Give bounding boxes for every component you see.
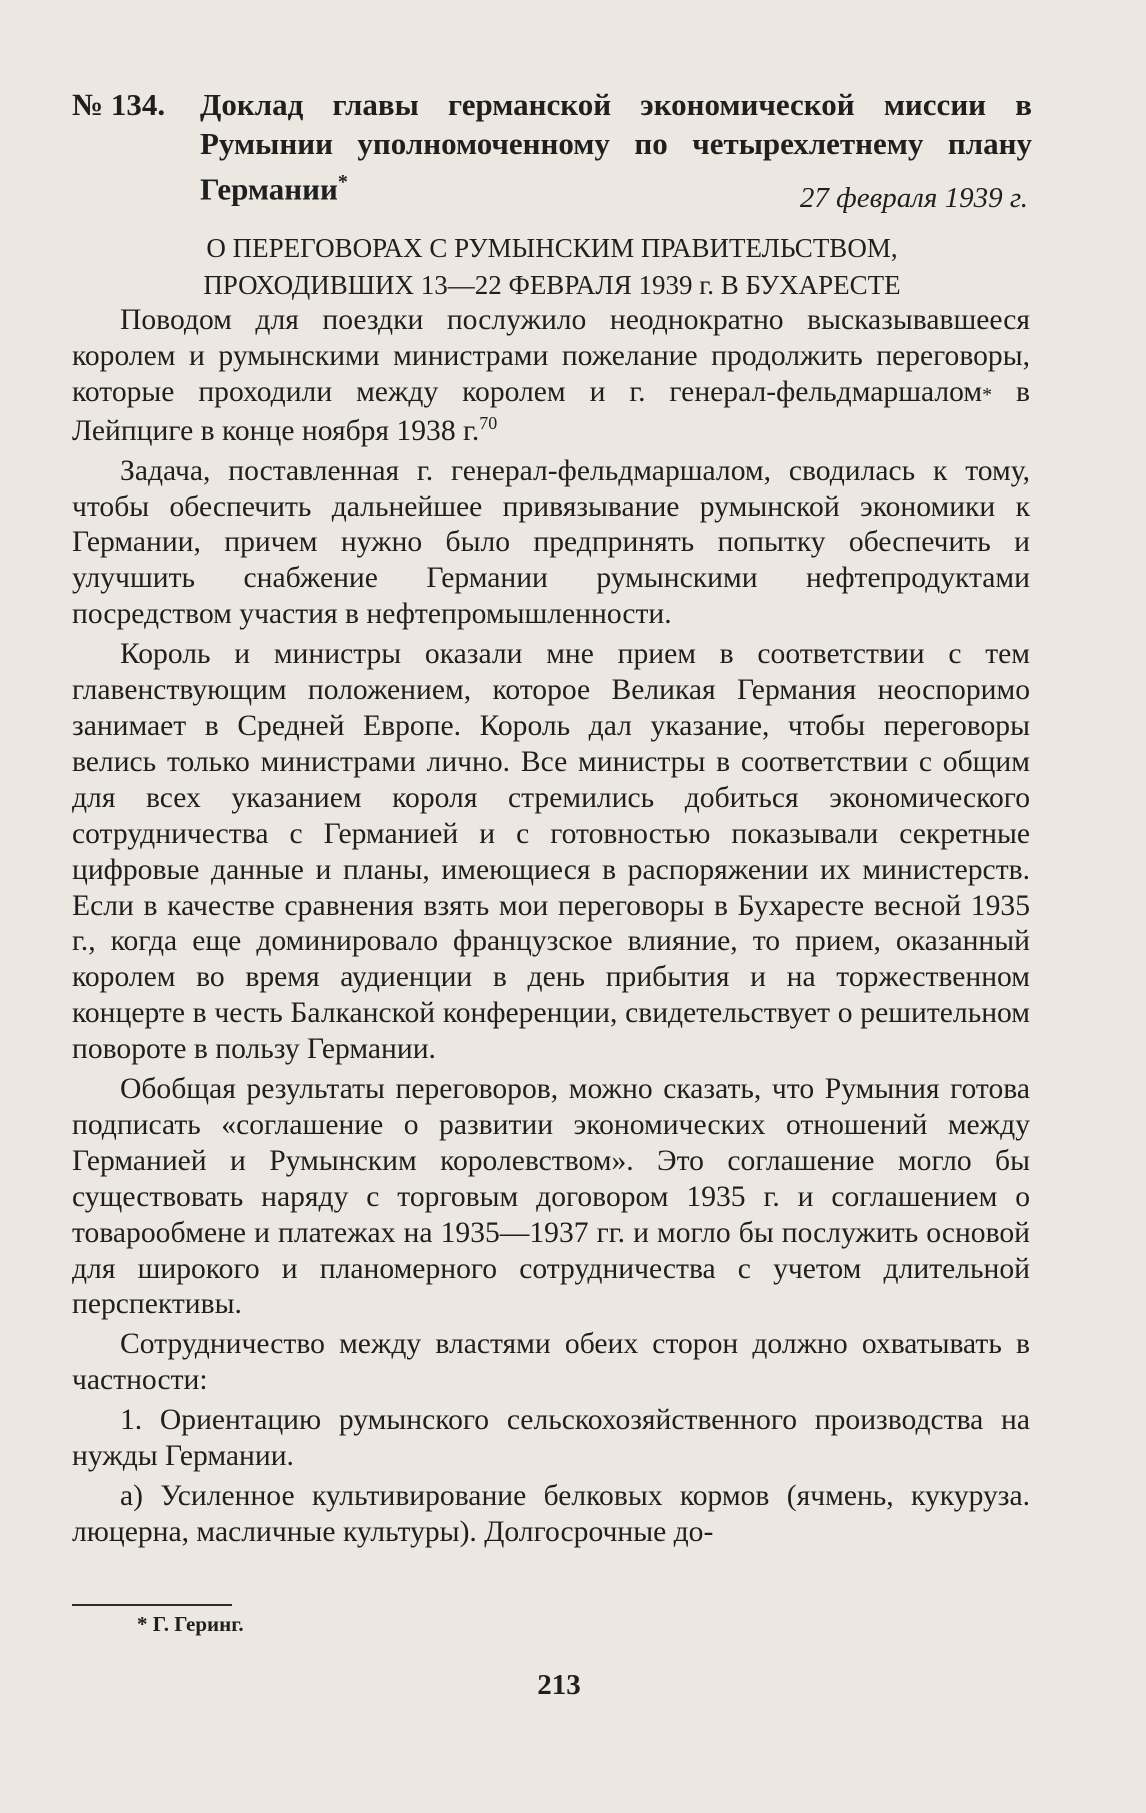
paragraph-6: 1. Ориентацию румынского сельскохозяйственного производства на нужды Германии. [72,1404,1030,1473]
paragraph-2: Задача, поставленная г. генерал-фельдмаршалом, сводилась к тому, чтобы обеспечить дальнейшее привязывание румынской экономики к Германии, причем нужно было предпринять попытку обеспечить и улучшить снабжение Германии румынскими нефтепродуктами посредством участия в нефтепромышленности. [72,454,1030,631]
footnote-divider [72,1604,232,1606]
subtitle-line: О ПЕРЕГОВОРАХ С РУМЫНСКИМ ПРАВИТЕЛЬСТВОМ, [206,233,898,263]
body-text [72,303,1030,1555]
paragraph-4: Обобщая результаты переговоров, можно сказать, что Румыния готова подписать «соглашение о развитии экономических отношений между Германией и Румынским королевством». Это соглашение могло бы существовать наряду с торговым договором 1935 г. и соглашением о товарообмене и платежах на 1935—1937 гг. и могло бы послужить основой для широкого и планомерного сотрудничества с учетом длительной перспективы. [72,1073,1030,1321]
footnote: * Г. Геринг. [137,1612,244,1636]
document-date: 27 февраля 1939 г. [799,182,1028,214]
paragraph-1 [72,303,1030,450]
title-footnote-marker: * [337,171,348,193]
footnote-marker: * [982,383,993,406]
document-title: Доклад главы германской экономической миссии в Румынии уполномоченному по четырехлетнему плану Германии [200,87,1032,207]
paragraph-3: Король и министры оказали мне прием в соответствии с тем главенствующим положением, которое Великая Германия неоспоримо занимает в Средней Европе. Король дал указание, чтобы переговоры велись только министрами лично. Все министры в соответствии с общим для всех указанием короля стремились добиться экономического сотрудничества с Германией и с готовностью показывали секретные цифровые данные и планы, имеющиеся в распоряжении их министерств. Если в качестве сравнения взять мои переговоры в Бухаресте весной 1935 г., когда еще доминировало французское влияние, то прием, оказанный королем во время аудиенции в день прибытия и на торжественном концерте в честь Балканской конференции, свидетельствует о решительном повороте в пользу Германии. [72,638,1030,1066]
paragraph-1-text: Поводом для поездки послужило неоднократно высказывавшееся королем и румынскими министрами пожелание продолжить переговоры, которые проходили между королем и г. генерал-фельдмаршалом [72,304,1030,408]
paragraph-7: а) Усиленное культивирование белковых кормов (ячмень, кукуруза. люцерна, масличные культуры). Долгосрочные до- [72,1480,1030,1548]
document-number: № 134. [72,87,166,122]
paragraph-5: Сотрудничество между властями обеих сторон должно охватывать в частности: [72,1328,1030,1397]
endnote-reference: 70 [479,412,498,433]
subtitle-line: ПРОХОДИВШИХ 13—22 ФЕВРАЛЯ 1939 г. В БУХАРЕСТЕ [203,270,901,300]
paragraph-1-text-b: в Лейпциге в конце ноября 1938 г. [72,375,1030,447]
document-subtitle [72,230,1032,304]
page-number: 213 [537,1669,581,1701]
